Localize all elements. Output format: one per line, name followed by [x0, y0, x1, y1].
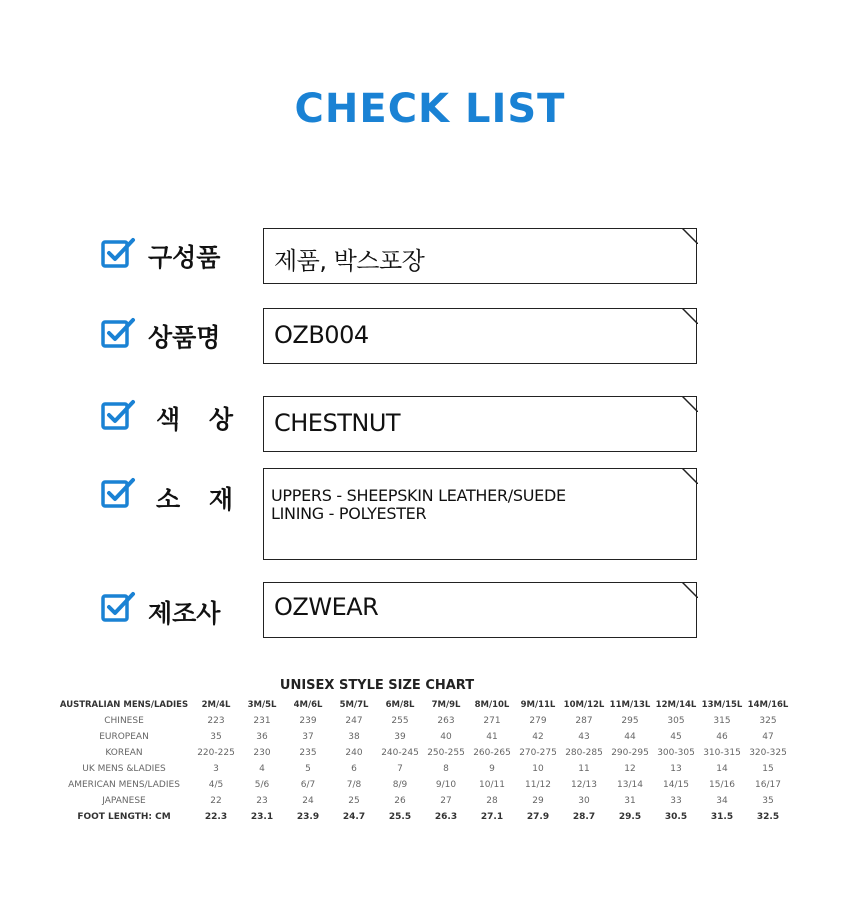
checkbox-checked-icon — [100, 398, 136, 434]
size-cell: 35 — [762, 796, 774, 806]
size-cell: 3 — [213, 764, 219, 774]
label-material: 소 재 — [156, 485, 244, 514]
label-product-name: 상품명 — [148, 323, 221, 352]
size-cell: 24 — [302, 796, 314, 806]
size-cell: 260-265 — [473, 748, 511, 758]
table-row — [55, 761, 791, 777]
size-row-label: CHINESE — [104, 716, 144, 726]
size-cell: 22.3 — [204, 812, 228, 822]
size-cell: 305 — [667, 716, 685, 726]
size-cell: 231 — [253, 716, 271, 726]
size-cell: 8/9 — [392, 780, 408, 790]
value-product-name: OZB004 — [274, 321, 369, 349]
folded-corner-icon — [682, 582, 698, 598]
size-cell: 5 — [305, 764, 311, 774]
size-cell: 23 — [256, 796, 268, 806]
table-row — [55, 745, 791, 761]
size-cell: 26 — [394, 796, 406, 806]
checkbox-checked-icon — [100, 476, 136, 512]
size-cell: 31 — [624, 796, 636, 806]
size-cell: 42 — [532, 732, 544, 742]
size-cell: 223 — [207, 716, 225, 726]
size-cell: 9 — [489, 764, 495, 774]
size-cell: 287 — [575, 716, 593, 726]
size-cell: 11/12 — [525, 780, 551, 790]
size-cell: 46 — [716, 732, 728, 742]
size-cell: 325 — [759, 716, 777, 726]
size-cell: 29.5 — [618, 812, 642, 822]
value-box-manufacturer — [263, 582, 697, 638]
size-col-header: 7M/9L — [431, 700, 461, 710]
value-manufacturer: OZWEAR — [274, 593, 379, 621]
size-cell: 31.5 — [710, 812, 734, 822]
size-cell: 315 — [713, 716, 731, 726]
size-cell: 8 — [443, 764, 449, 774]
value-material-line-1: UPPERS - SHEEPSKIN LEATHER/SUEDE — [271, 486, 566, 505]
size-cell: 27 — [440, 796, 452, 806]
size-cell: 30 — [578, 796, 590, 806]
table-row — [55, 777, 791, 793]
table-row — [55, 729, 791, 745]
size-col-header: 4M/6L — [293, 700, 323, 710]
size-col-header: 3M/5L — [247, 700, 277, 710]
label-color: 색 상 — [156, 405, 244, 434]
size-cell: 14/15 — [663, 780, 689, 790]
size-cell: 28.7 — [572, 812, 596, 822]
size-cell: 270-275 — [519, 748, 557, 758]
size-col-header: 6M/8L — [385, 700, 415, 710]
value-box-material — [263, 468, 697, 560]
size-cell: 220-225 — [197, 748, 235, 758]
checkbox-checked-icon — [100, 236, 136, 272]
size-cell: 11 — [578, 764, 590, 774]
size-cell: 25.5 — [388, 812, 412, 822]
size-cell: 240-245 — [381, 748, 419, 758]
size-cell: 6/7 — [300, 780, 316, 790]
size-cell: 25 — [348, 796, 360, 806]
size-cell: 23.1 — [250, 812, 274, 822]
size-cell: 24.7 — [342, 812, 366, 822]
size-cell: 45 — [670, 732, 682, 742]
size-col-header: 5M/7L — [339, 700, 369, 710]
size-cell: 28 — [486, 796, 498, 806]
value-box-color — [263, 396, 697, 452]
value-box-components — [263, 228, 697, 284]
size-row-label: FOOT LENGTH: CM — [77, 812, 171, 822]
size-cell: 230 — [253, 748, 271, 758]
size-cell: 38 — [348, 732, 360, 742]
size-cell: 320-325 — [749, 748, 787, 758]
table-row — [55, 713, 791, 729]
size-cell: 247 — [345, 716, 363, 726]
size-cell: 10/11 — [479, 780, 505, 790]
size-cell: 4/5 — [208, 780, 224, 790]
size-col-header: 9M/11L — [520, 700, 556, 710]
size-cell: 240 — [345, 748, 363, 758]
size-cell: 239 — [299, 716, 317, 726]
size-cell: 12 — [624, 764, 636, 774]
size-cell: 23.9 — [296, 812, 320, 822]
size-chart-title: UNISEX STYLE SIZE CHART — [279, 678, 475, 693]
size-chart-table — [55, 697, 791, 825]
size-row-label: EUROPEAN — [99, 732, 149, 742]
size-cell: 9/10 — [435, 780, 457, 790]
size-col-header: 10M/12L — [563, 700, 605, 710]
size-cell: 15 — [762, 764, 774, 774]
size-col-header: 2M/4L — [201, 700, 231, 710]
size-cell: 32.5 — [756, 812, 780, 822]
size-cell: 255 — [391, 716, 409, 726]
table-row — [55, 809, 791, 825]
size-cell: 7 — [397, 764, 403, 774]
checkbox-checked-icon — [100, 316, 136, 352]
size-chart-body — [55, 713, 791, 825]
size-cell: 5/6 — [254, 780, 270, 790]
size-cell: 10 — [532, 764, 544, 774]
size-cell: 39 — [394, 732, 406, 742]
size-cell: 29 — [532, 796, 544, 806]
size-row-label: JAPANESE — [102, 796, 146, 806]
folded-corner-icon — [682, 468, 698, 484]
size-cell: 16/17 — [755, 780, 781, 790]
size-row-label: UK MENS &LADIES — [82, 764, 166, 774]
size-chart-header-label: AUSTRALIAN MENS/LADIES — [59, 700, 189, 710]
size-cell: 33 — [670, 796, 682, 806]
table-row — [55, 793, 791, 809]
size-cell: 13/14 — [617, 780, 643, 790]
size-col-header: 13M/15L — [701, 700, 743, 710]
size-cell: 7/8 — [346, 780, 362, 790]
size-cell: 290-295 — [611, 748, 649, 758]
label-manufacturer: 제조사 — [148, 599, 221, 628]
size-cell: 15/16 — [709, 780, 735, 790]
size-cell: 280-285 — [565, 748, 603, 758]
size-cell: 279 — [529, 716, 547, 726]
size-cell: 44 — [624, 732, 636, 742]
page-title: CHECK LIST — [294, 86, 566, 132]
size-row-label: AMERICAN MENS/LADIES — [68, 780, 180, 790]
size-cell: 6 — [351, 764, 357, 774]
size-cell: 12/13 — [571, 780, 597, 790]
value-box-product-name — [263, 308, 697, 364]
size-cell: 40 — [440, 732, 452, 742]
size-cell: 235 — [299, 748, 317, 758]
size-cell: 36 — [256, 732, 268, 742]
size-cell: 271 — [483, 716, 501, 726]
size-chart-header-row — [55, 697, 791, 713]
folded-corner-icon — [682, 308, 698, 324]
size-cell: 4 — [259, 764, 265, 774]
folded-corner-icon — [682, 396, 698, 412]
size-col-header: 8M/10L — [474, 700, 510, 710]
value-material-line-2: LINING - POLYESTER — [271, 504, 427, 523]
size-cell: 27.1 — [480, 812, 504, 822]
size-cell: 295 — [621, 716, 639, 726]
size-col-header: 11M/13L — [609, 700, 651, 710]
size-row-label: KOREAN — [105, 748, 143, 758]
value-components: 제품, 박스포장 — [274, 247, 425, 275]
folded-corner-icon — [682, 228, 698, 244]
size-cell: 47 — [762, 732, 774, 742]
size-cell: 13 — [670, 764, 682, 774]
size-cell: 43 — [578, 732, 590, 742]
size-col-header: 14M/16L — [747, 700, 789, 710]
size-cell: 35 — [210, 732, 222, 742]
label-components: 구성품 — [148, 243, 221, 272]
size-cell: 26.3 — [434, 812, 458, 822]
size-cell: 34 — [716, 796, 728, 806]
size-cell: 30.5 — [664, 812, 688, 822]
checkbox-checked-icon — [100, 590, 136, 626]
size-cell: 41 — [486, 732, 498, 742]
size-cell: 22 — [210, 796, 222, 806]
size-cell: 27.9 — [526, 812, 550, 822]
size-col-header: 12M/14L — [655, 700, 697, 710]
size-cell: 263 — [437, 716, 455, 726]
size-cell: 310-315 — [703, 748, 741, 758]
size-cell: 300-305 — [657, 748, 695, 758]
size-cell: 250-255 — [427, 748, 465, 758]
size-cell: 37 — [302, 732, 314, 742]
value-color: CHESTNUT — [274, 409, 401, 437]
size-cell: 14 — [716, 764, 728, 774]
